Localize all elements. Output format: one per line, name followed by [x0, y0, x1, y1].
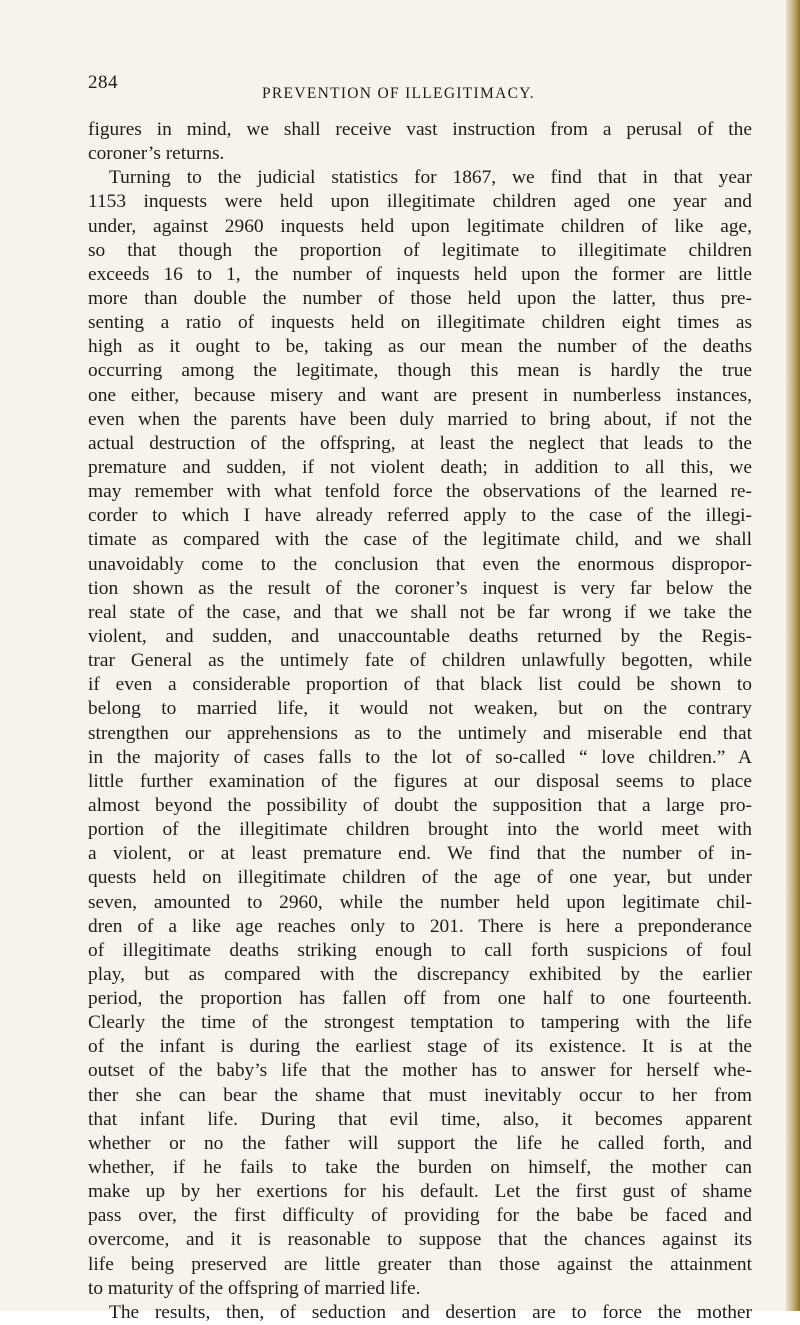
text-line: trar General as the untimely fate of children unlawfully begotten, while: [88, 650, 752, 672]
text-line: to maturity of the offspring of married life.: [88, 1277, 421, 1299]
text-line: timate as compared with the case of the legitimate child, and we shall: [88, 529, 752, 551]
text-line: portion of the illegitimate children brought into the world meet with: [88, 819, 752, 841]
text-line: overcome, and it is reasonable to suppose that the chances against its: [88, 1229, 752, 1251]
text-line: that infant life. During that evil time, also, it becomes apparent: [88, 1108, 752, 1130]
text-line: violent, and sudden, and unaccountable deaths returned by the Regis-: [88, 625, 752, 647]
page-number: 284: [88, 72, 118, 93]
text-line: The results, then, of seduction and desertion are to force the mother: [109, 1301, 752, 1323]
text-line: whether, if he fails to take the burden on himself, the mother can: [88, 1157, 752, 1179]
text-line: 1153 inquests were held upon illegitimate children aged one year and: [88, 191, 752, 213]
text-line: figures in mind, we shall receive vast instruction from a perusal of the: [88, 119, 752, 140]
body-text: [88, 118, 752, 1325]
text-line: ther she can bear the shame that must inevitably occur to her from: [88, 1084, 752, 1106]
text-line: occurring among the legitimate, though this mean is hardly the true: [88, 360, 752, 382]
text-line: outset of the baby’s life that the mother has to answer for herself whe-: [88, 1060, 752, 1082]
text-line: a violent, or at least premature end. We find that the number of in-: [88, 843, 752, 865]
text-line: little further examination of the figures at our disposal seems to place: [88, 770, 752, 792]
text-line: quests held on illegitimate children of the age of one year, but under: [88, 867, 752, 889]
text-line: real state of the case, and that we shall not be far wrong if we take the: [88, 601, 752, 623]
text-line: high as it ought to be, taking as our mean the number of the deaths: [88, 336, 752, 358]
text-line: senting a ratio of inquests held on illegitimate children eight times as: [88, 312, 752, 334]
text-line: tion shown as the result of the coroner’s inquest is very far below the: [88, 577, 752, 599]
text-line: premature and sudden, if not violent death; in addition to all this, we: [88, 456, 752, 478]
text-line: life being preserved are little greater than those against the attainment: [88, 1253, 752, 1275]
text-line: of the infant is during the earliest stage of its existence. It is at the: [88, 1036, 752, 1058]
text-line: period, the proportion has fallen off from one half to one fourteenth.: [88, 988, 752, 1010]
text-line: corder to which I have already referred apply to the case of the illegi-: [88, 505, 752, 527]
text-line: coroner’s returns.: [88, 143, 225, 165]
text-line: under, against 2960 inquests held upon legitimate children of like age,: [88, 215, 752, 237]
running-head: PREVENTION OF ILLEGITIMACY.: [262, 85, 535, 102]
page-edge: [786, 0, 800, 1311]
text-line: unavoidably come to the conclusion that even the enormous dispropor-: [88, 553, 752, 575]
text-line: almost beyond the possibility of doubt the supposition that a large pro-: [88, 794, 752, 816]
text-line: belong to married life, it would not weaken, but on the contrary: [88, 698, 752, 720]
text-line: more than double the number of those held upon the latter, thus pre-: [88, 287, 752, 309]
text-line: may remember with what tenfold force the observations of the learned re-: [88, 481, 752, 503]
text-line: dren of a like age reaches only to 201. There is here a preponderance: [88, 915, 752, 937]
text-line: Turning to the judicial statistics for 1867, we find that in that year: [109, 167, 752, 189]
text-line: pass over, the first difficulty of providing for the babe be faced and: [88, 1205, 752, 1227]
text-line: one either, because misery and want are present in numberless instances,: [88, 384, 752, 406]
text-line: make up by her exertions for his default. Let the first gust of shame: [88, 1181, 752, 1203]
text-line: whether or no the father will support the life he called forth, and: [88, 1132, 752, 1154]
text-line: even when the parents have been duly married to bring about, if not the: [88, 408, 752, 430]
text-line: so that though the proportion of legitimate to illegitimate children: [88, 239, 752, 261]
text-line: play, but as compared with the discrepancy exhibited by the earlier: [88, 963, 752, 985]
text-line: in the majority of cases falls to the lot of so-called “ love children.” A: [88, 746, 752, 768]
text-line: if even a considerable proportion of that black list could be shown to: [88, 674, 752, 696]
text-line: Clearly the time of the strongest temptation to tampering with the life: [88, 1012, 752, 1034]
text-line: strengthen our apprehensions as to the untimely and miserable end that: [88, 722, 752, 744]
text-line: seven, amounted to 2960, while the number held upon legitimate chil-: [88, 891, 752, 913]
text-line: of illegitimate deaths striking enough to call forth suspicions of foul: [88, 939, 752, 961]
text-line: actual destruction of the offspring, at least the neglect that leads to the: [88, 432, 752, 454]
text-line: exceeds 16 to 1, the number of inquests held upon the former are little: [88, 263, 752, 285]
